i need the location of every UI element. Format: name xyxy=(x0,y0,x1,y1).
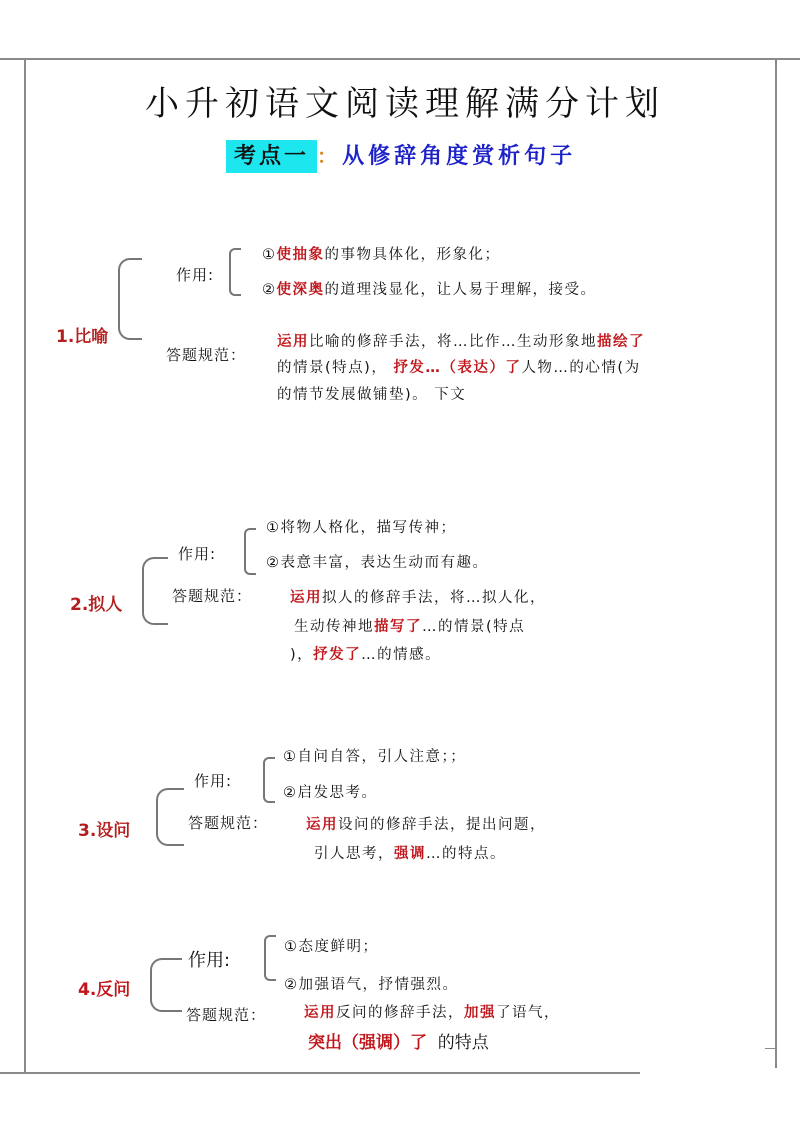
section-3-effect-2: ②启发思考。 xyxy=(283,785,378,801)
frame-bottom-line xyxy=(0,1072,640,1074)
section-1-answer-line-2: 的情景(特点)， 抒发…（表达）了人物…的心情(为 xyxy=(277,360,641,376)
section-1-answer-line-1: 运用比喻的修辞手法，将…比作…生动形象地描绘了 xyxy=(277,334,645,350)
frame-right-line xyxy=(775,58,777,1068)
frame-left-line xyxy=(24,58,26,1074)
section-1-name: 1.比喻 xyxy=(56,327,109,347)
section-2-effect-brace xyxy=(244,528,256,575)
section-3-name: 3.设问 xyxy=(78,821,131,841)
frame-tick xyxy=(765,1048,776,1049)
section-3-effect-brace xyxy=(263,757,275,803)
section-2-answer-line-1: 运用拟人的修辞手法，将…拟人化， xyxy=(290,590,546,606)
section-1-effect-1: ①使抽象的事物具体化，形象化； xyxy=(262,247,501,263)
section-1-effect-brace xyxy=(229,248,241,296)
section-2-answer-line-3: )，抒发了…的情感。 xyxy=(290,647,442,663)
section-3-brace xyxy=(156,788,184,846)
section-1-brace xyxy=(118,258,142,340)
section-1-answer-label: 答题规范： xyxy=(166,346,247,364)
section-2-answer-label: 答题规范： xyxy=(172,587,253,605)
section-2-effect-label: 作用: xyxy=(178,545,217,563)
section-2-answer-line-2: 生动传神地描写了…的情景(特点 xyxy=(294,619,526,635)
section-4-effect-brace xyxy=(264,935,276,981)
exam-point-label: 考点一 xyxy=(226,140,317,173)
section-4-answer-label: 答题规范： xyxy=(186,1006,267,1024)
exam-point-heading xyxy=(226,139,576,170)
section-2-brace xyxy=(142,557,168,625)
section-4-effect-1: ①态度鲜明； xyxy=(284,939,379,955)
section-3-answer-label: 答题规范： xyxy=(188,814,269,832)
section-1-effect-label: 作用: xyxy=(176,266,215,284)
section-4-name: 4.反问 xyxy=(78,980,131,1000)
section-2-name: 2.拟人 xyxy=(70,595,123,615)
section-4-answer-line-2: 突出（强调）了 的特点 xyxy=(308,1033,489,1053)
section-3-answer-line-2: 引人思考，强调…的特点。 xyxy=(314,846,506,862)
section-1-effect-2: ②使深奥的道理浅显化，让人易于理解，接受。 xyxy=(262,282,597,298)
section-4-answer-line-1: 运用反问的修辞手法，加强了语气， xyxy=(304,1005,560,1021)
section-2-effect-1: ①将物人格化，描写传神； xyxy=(266,520,457,536)
section-4-effect-label: 作用: xyxy=(188,950,231,971)
exam-point-colon: ： xyxy=(317,144,338,168)
exam-point-subtitle: 从修辞角度赏析句子 xyxy=(342,144,577,169)
section-3-answer-line-1: 运用设问的修辞手法，提出问题， xyxy=(306,817,546,833)
section-2-effect-2: ②表意丰富，表达生动而有趣。 xyxy=(266,555,489,571)
section-4-effect-2: ②加强语气，抒情强烈。 xyxy=(284,977,459,993)
section-4-brace xyxy=(150,958,182,1012)
frame-top-line xyxy=(0,58,800,60)
section-3-effect-label: 作用: xyxy=(194,772,233,790)
section-3-effect-1: ①自问自答，引人注意；； xyxy=(283,749,467,765)
page-title: 小升初语文阅读理解满分计划 xyxy=(145,84,665,124)
section-1-answer-line-3: 的情节发展做铺垫)。 下文 xyxy=(277,387,467,403)
